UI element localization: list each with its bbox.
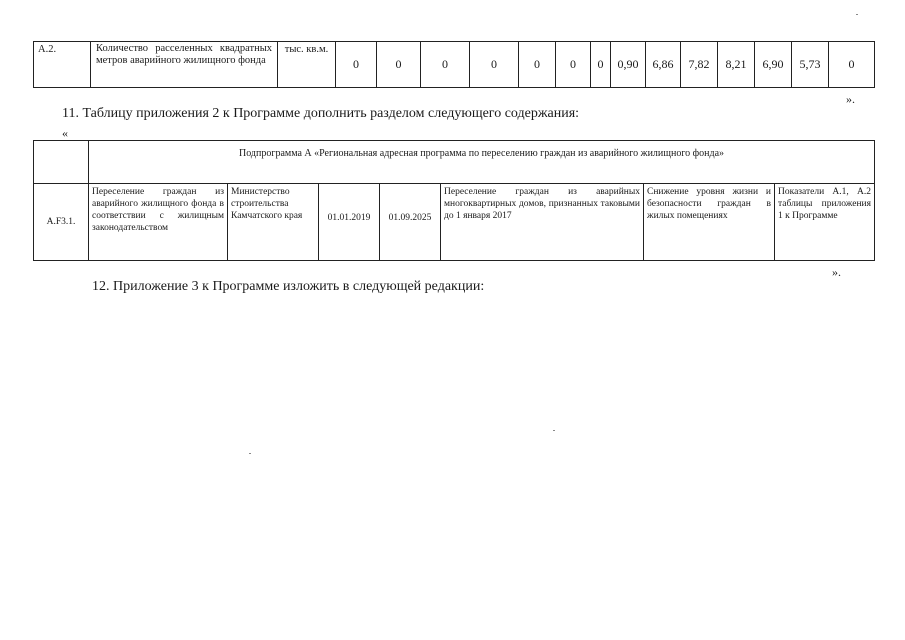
event-indicators: Показатели А.1, А.2 таблицы приложения 1 к Программе <box>775 184 875 261</box>
table-row <box>34 141 875 184</box>
scan-speck <box>553 430 555 431</box>
value-cell: 5,73 <box>792 42 829 88</box>
value-cell: 0 <box>591 42 611 88</box>
row-code: А.2. <box>34 42 91 88</box>
value-cell: 0 <box>556 42 591 88</box>
indicator-table <box>33 41 875 88</box>
subprogram-title <box>89 141 875 184</box>
value-cell: 7,82 <box>681 42 718 88</box>
value-cell: 6,86 <box>646 42 681 88</box>
paragraph-12: 12. Приложение 3 к Программе изложить в следующей редакции: <box>92 279 485 294</box>
row-description: Количество расселенных квадратных метров аварийного жилищного фонда <box>91 42 278 88</box>
value-cell: 8,21 <box>718 42 755 88</box>
event-start-date: 01.01.2019 <box>319 184 380 261</box>
value-cell: 0 <box>336 42 377 88</box>
event-end-date: 01.09.2025 <box>380 184 441 261</box>
event-executor: Министерство строительства Камчатского края <box>228 184 319 261</box>
scan-speck <box>856 14 858 15</box>
closing-quote: ». <box>846 92 855 106</box>
event-name: Переселение граждан из аварийного жилищного фонда в соответствии с жилищным законодательством <box>89 184 228 261</box>
opening-quote: « <box>62 126 68 140</box>
table-row <box>34 42 875 88</box>
event-content: Переселение граждан из аварийных многоквартирных домов, признанных таковыми до 1 января 2017 <box>441 184 644 261</box>
event-code: А.F3.1. <box>34 184 89 261</box>
value-cell: 0 <box>829 42 875 88</box>
value-cell: 0 <box>377 42 421 88</box>
paragraph-11: 11. Таблицу приложения 2 к Программе дополнить разделом следующего содержания: <box>62 106 580 121</box>
value-cell: 0 <box>470 42 519 88</box>
activities-table <box>33 140 875 261</box>
event-result: Снижение уровня жизни и безопасности граждан в жилых помещениях <box>644 184 775 261</box>
value-cell: 0 <box>519 42 556 88</box>
subprogram-title-text: Подпрограмма А «Региональная адресная программа по переселению граждан из аварийного жилищного фонда» <box>238 148 725 159</box>
value-cell: 6,90 <box>755 42 792 88</box>
scan-speck <box>249 453 251 454</box>
value-cell: 0 <box>421 42 470 88</box>
value-cell: 0,90 <box>611 42 646 88</box>
table-row <box>34 184 875 261</box>
closing-quote: ». <box>832 265 841 279</box>
row-unit: тыс. кв.м. <box>278 42 336 88</box>
empty-cell <box>34 141 89 184</box>
